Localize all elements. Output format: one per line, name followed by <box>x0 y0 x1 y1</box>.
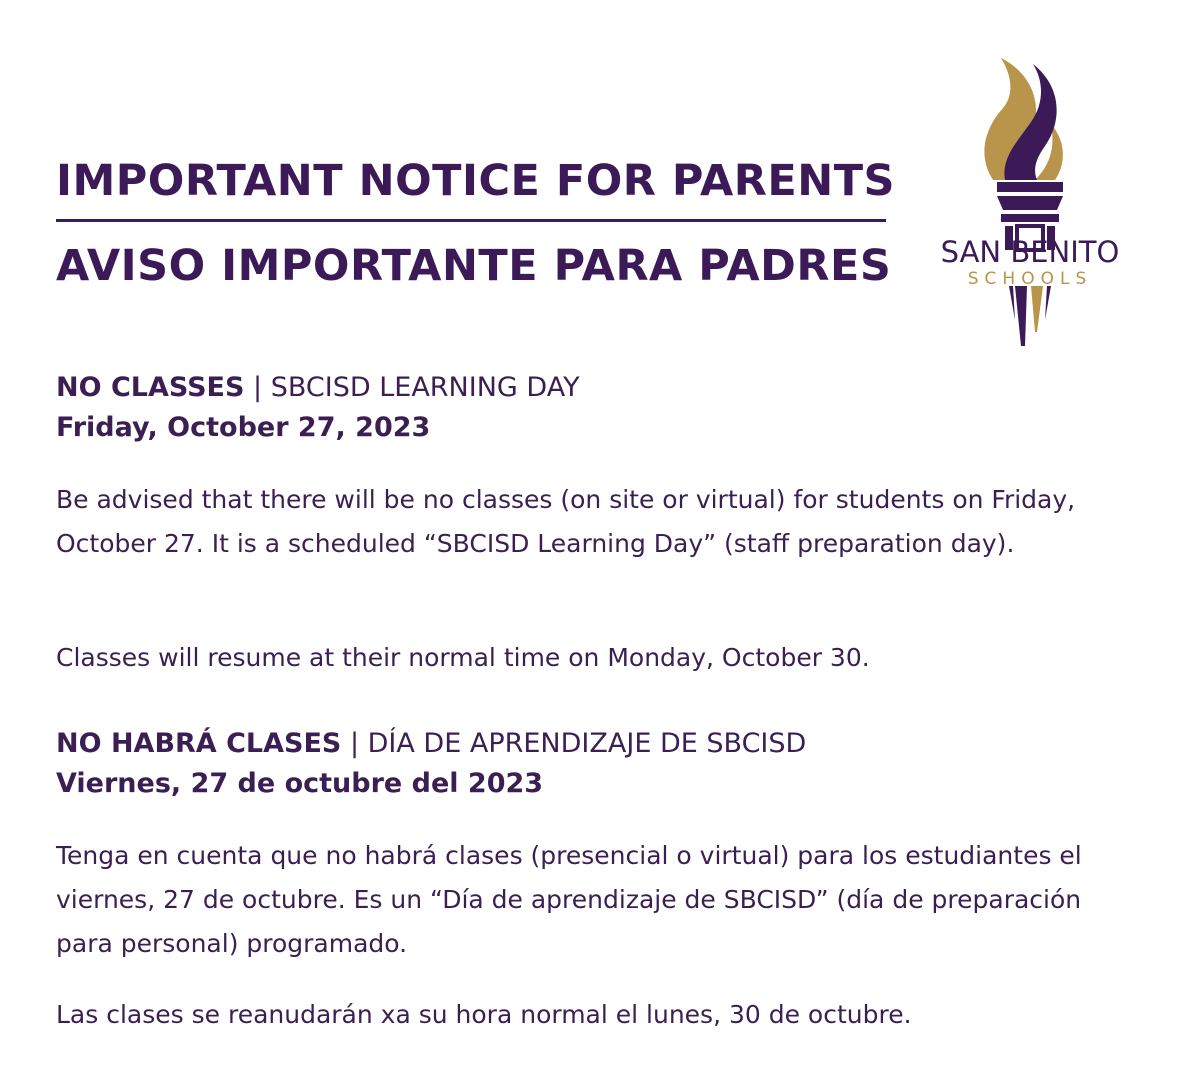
spanish-date: Viernes, 27 de octubre del 2023 <box>56 768 544 799</box>
english-date: Friday, October 27, 2023 <box>56 412 431 443</box>
spanish-heading <box>56 724 1156 764</box>
english-heading-separator: | <box>244 372 271 403</box>
english-paragraph-1: Be advised that there will be no classes (on site or virtual) for students on Friday, October 27. It is a scheduled “SBCISD Learning Day” (staff preparation day). <box>56 485 1076 558</box>
handle-stripe-gold-shape <box>1031 286 1043 332</box>
english-paragraph-2: Classes will resume at their normal time on Monday, October 30. <box>56 643 870 672</box>
logo-sub-text: SCHOOLS <box>967 269 1093 289</box>
logo-name-text: SAN BENITO <box>940 235 1120 269</box>
torch-icon <box>905 50 1155 350</box>
spanish-heading-bold: NO HABRÁ CLASES <box>56 728 342 759</box>
san-benito-schools-logo <box>905 50 1155 350</box>
english-heading-rest: SBCISD LEARNING DAY <box>270 372 580 403</box>
spanish-heading-separator: | <box>341 728 368 759</box>
spanish-section <box>56 724 1156 804</box>
english-heading <box>56 368 1156 408</box>
handle-stripe-shape <box>1015 286 1027 346</box>
spanish-paragraph-1: Tenga en cuenta que no habrá clases (presencial o virtual) para los estudiantes el viernes, 27 de octubre. Es un “Día de aprendizaje de SBCISD” (día de preparación para personal) programado. <box>56 841 1082 958</box>
torch-cup-shape <box>997 196 1063 210</box>
spanish-paragraph-2: Las clases se reanudarán xa su hora normal el lunes, 30 de octubre. <box>56 1000 912 1029</box>
torch-band-shape <box>1001 214 1059 222</box>
notice-title-english: IMPORTANT NOTICE FOR PARENTS <box>56 156 895 206</box>
notice-title-spanish: AVISO IMPORTANTE PARA PADRES <box>56 241 892 291</box>
english-heading-bold: NO CLASSES <box>56 372 245 403</box>
english-section <box>56 368 1156 448</box>
torch-rim-shape <box>997 182 1063 192</box>
spanish-heading-rest: DÍA DE APRENDIZAJE DE SBCISD <box>367 728 807 759</box>
title-divider <box>56 219 886 222</box>
